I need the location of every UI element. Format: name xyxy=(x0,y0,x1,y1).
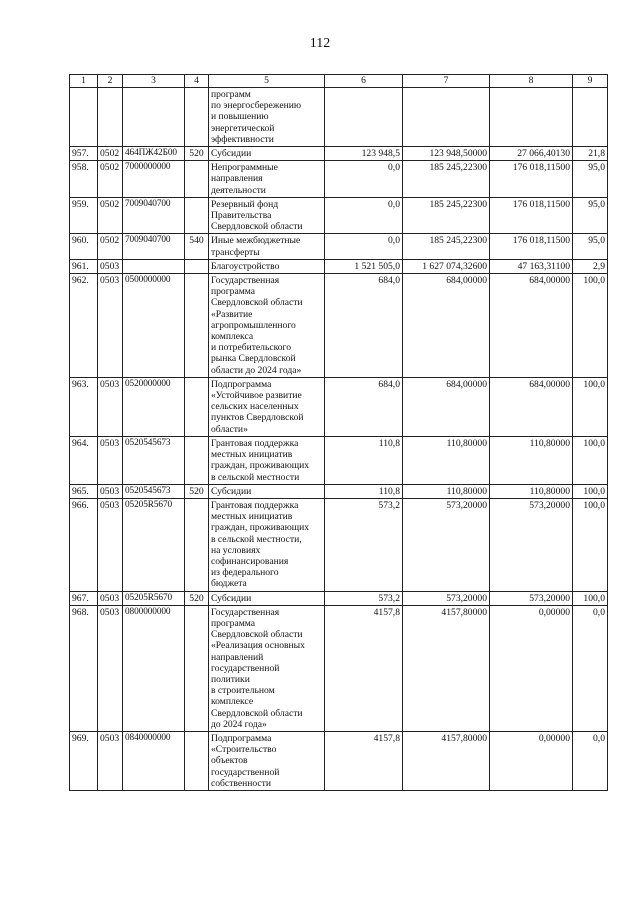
approved-amount: 573,20000 xyxy=(403,591,490,605)
column-header: 1 xyxy=(70,75,98,88)
target-code: 7009040700 xyxy=(123,234,185,259)
table-row xyxy=(70,197,608,234)
page-number: 112 xyxy=(309,36,331,51)
table-row xyxy=(70,605,608,731)
plan-amount: 0,0 xyxy=(325,161,403,198)
execution-percent: 95,0 xyxy=(573,234,608,259)
table-header-row xyxy=(70,75,608,88)
plan-amount: 684,0 xyxy=(325,274,403,378)
column-header: 8 xyxy=(490,75,573,88)
expense-type xyxy=(185,274,209,378)
item-name: Иные межбюджетные трансферты xyxy=(209,234,325,259)
execution-percent xyxy=(573,88,608,147)
plan-amount: 573,2 xyxy=(325,498,403,591)
executed-amount: 573,20000 xyxy=(490,591,573,605)
row-number: 969. xyxy=(70,731,98,790)
column-header: 5 xyxy=(209,75,325,88)
table-row xyxy=(70,147,608,161)
target-code: 05205R5670 xyxy=(123,498,185,591)
table-row xyxy=(70,484,608,498)
executed-amount: 176 018,11500 xyxy=(490,197,573,234)
table-row xyxy=(70,436,608,484)
row-number: 958. xyxy=(70,161,98,198)
row-number: 963. xyxy=(70,377,98,436)
executed-amount: 176 018,11500 xyxy=(490,234,573,259)
target-code: 464ПЖ42Б00 xyxy=(123,147,185,161)
expense-type xyxy=(185,436,209,484)
table-row xyxy=(70,377,608,436)
target-code: 05205R5670 xyxy=(123,591,185,605)
item-name: Государственная программа Свердловской области «Развитие агропромышленного комплекса и потребительского рынка Свердловской области до 2024 года» xyxy=(209,274,325,378)
row-number: 967. xyxy=(70,591,98,605)
execution-percent: 100,0 xyxy=(573,498,608,591)
section-code: 0503 xyxy=(98,605,123,731)
item-name: Резервный фонд Правительства Свердловской области xyxy=(209,197,325,234)
section-code xyxy=(98,88,123,147)
expense-type xyxy=(185,498,209,591)
executed-amount: 684,00000 xyxy=(490,377,573,436)
section-code: 0502 xyxy=(98,161,123,198)
execution-percent: 100,0 xyxy=(573,484,608,498)
expense-type: 520 xyxy=(185,484,209,498)
execution-percent: 21,8 xyxy=(573,147,608,161)
approved-amount: 185 245,22300 xyxy=(403,161,490,198)
expense-type xyxy=(185,88,209,147)
column-header: 3 xyxy=(123,75,185,88)
item-name: Непрограммные направления деятельности xyxy=(209,161,325,198)
item-name: Подпрограмма «Строительство объектов государственной собственности xyxy=(209,731,325,790)
approved-amount: 4157,80000 xyxy=(403,731,490,790)
target-code: 0800000000 xyxy=(123,605,185,731)
section-code: 0503 xyxy=(98,259,123,273)
column-header: 2 xyxy=(98,75,123,88)
plan-amount: 110,8 xyxy=(325,484,403,498)
section-code: 0503 xyxy=(98,591,123,605)
plan-amount xyxy=(325,88,403,147)
approved-amount: 110,80000 xyxy=(403,484,490,498)
table-row xyxy=(70,88,608,147)
plan-amount: 573,2 xyxy=(325,591,403,605)
execution-percent: 100,0 xyxy=(573,274,608,378)
section-code: 0503 xyxy=(98,484,123,498)
target-code: 7009040700 xyxy=(123,197,185,234)
expense-type xyxy=(185,161,209,198)
table-row xyxy=(70,731,608,790)
executed-amount: 110,80000 xyxy=(490,436,573,484)
item-name: Субсидии xyxy=(209,484,325,498)
row-number: 968. xyxy=(70,605,98,731)
approved-amount: 684,00000 xyxy=(403,274,490,378)
table-row xyxy=(70,498,608,591)
target-code: 0520000000 xyxy=(123,377,185,436)
target-code: 0500000000 xyxy=(123,274,185,378)
expense-type: 540 xyxy=(185,234,209,259)
approved-amount: 4157,80000 xyxy=(403,605,490,731)
item-name: Грантовая поддержка местных инициатив граждан, проживающих в сельской местности, на условиях софинансирования из федерального бюджета xyxy=(209,498,325,591)
executed-amount: 47 163,31100 xyxy=(490,259,573,273)
item-name: Государственная программа Свердловской области «Реализация основных направлений государственной политики в строительном комплексе Свердловской области до 2024 года» xyxy=(209,605,325,731)
execution-percent: 100,0 xyxy=(573,377,608,436)
expense-type xyxy=(185,605,209,731)
row-number: 966. xyxy=(70,498,98,591)
column-header: 9 xyxy=(573,75,608,88)
execution-percent: 100,0 xyxy=(573,591,608,605)
executed-amount: 110,80000 xyxy=(490,484,573,498)
plan-amount: 684,0 xyxy=(325,377,403,436)
executed-amount: 0,00000 xyxy=(490,605,573,731)
section-code: 0502 xyxy=(98,197,123,234)
approved-amount xyxy=(403,88,490,147)
section-code: 0503 xyxy=(98,731,123,790)
section-code: 0503 xyxy=(98,377,123,436)
column-header: 4 xyxy=(185,75,209,88)
executed-amount: 684,00000 xyxy=(490,274,573,378)
plan-amount: 123 948,5 xyxy=(325,147,403,161)
column-header: 7 xyxy=(403,75,490,88)
item-name: Субсидии xyxy=(209,591,325,605)
section-code: 0503 xyxy=(98,436,123,484)
expense-type xyxy=(185,731,209,790)
approved-amount: 123 948,50000 xyxy=(403,147,490,161)
approved-amount: 1 627 074,32600 xyxy=(403,259,490,273)
expense-type: 520 xyxy=(185,591,209,605)
executed-amount: 27 066,40130 xyxy=(490,147,573,161)
target-code xyxy=(123,88,185,147)
item-name: Субсидии xyxy=(209,147,325,161)
budget-table xyxy=(69,74,608,791)
expense-type xyxy=(185,377,209,436)
table-row xyxy=(70,234,608,259)
executed-amount: 0,00000 xyxy=(490,731,573,790)
section-code: 0503 xyxy=(98,498,123,591)
row-number xyxy=(70,88,98,147)
row-number: 964. xyxy=(70,436,98,484)
executed-amount: 176 018,11500 xyxy=(490,161,573,198)
approved-amount: 110,80000 xyxy=(403,436,490,484)
table-row xyxy=(70,161,608,198)
expense-type xyxy=(185,197,209,234)
plan-amount: 0,0 xyxy=(325,197,403,234)
row-number: 957. xyxy=(70,147,98,161)
item-name: программ по энергосбережению и повышению энергетической эффективности xyxy=(209,88,325,147)
section-code: 0502 xyxy=(98,234,123,259)
target-code: 0840000000 xyxy=(123,731,185,790)
target-code xyxy=(123,259,185,273)
row-number: 965. xyxy=(70,484,98,498)
approved-amount: 185 245,22300 xyxy=(403,234,490,259)
plan-amount: 4157,8 xyxy=(325,731,403,790)
row-number: 959. xyxy=(70,197,98,234)
item-name: Подпрограмма «Устойчивое развитие сельских населенных пунктов Свердловской области» xyxy=(209,377,325,436)
approved-amount: 573,20000 xyxy=(403,498,490,591)
table-row xyxy=(70,259,608,273)
execution-percent: 95,0 xyxy=(573,197,608,234)
plan-amount: 0,0 xyxy=(325,234,403,259)
item-name: Благоустройство xyxy=(209,259,325,273)
row-number: 962. xyxy=(70,274,98,378)
plan-amount: 110,8 xyxy=(325,436,403,484)
plan-amount: 1 521 505,0 xyxy=(325,259,403,273)
execution-percent: 2,9 xyxy=(573,259,608,273)
target-code: 0520545673 xyxy=(123,484,185,498)
execution-percent: 0,0 xyxy=(573,731,608,790)
section-code: 0502 xyxy=(98,147,123,161)
plan-amount: 4157,8 xyxy=(325,605,403,731)
row-number: 960. xyxy=(70,234,98,259)
execution-percent: 100,0 xyxy=(573,436,608,484)
section-code: 0503 xyxy=(98,274,123,378)
table-row xyxy=(70,274,608,378)
executed-amount xyxy=(490,88,573,147)
table-row xyxy=(70,591,608,605)
column-header: 6 xyxy=(325,75,403,88)
executed-amount: 573,20000 xyxy=(490,498,573,591)
target-code: 7000000000 xyxy=(123,161,185,198)
row-number: 961. xyxy=(70,259,98,273)
execution-percent: 95,0 xyxy=(573,161,608,198)
approved-amount: 185 245,22300 xyxy=(403,197,490,234)
approved-amount: 684,00000 xyxy=(403,377,490,436)
item-name: Грантовая поддержка местных инициатив граждан, проживающих в сельской местности xyxy=(209,436,325,484)
expense-type xyxy=(185,259,209,273)
target-code: 0520545673 xyxy=(123,436,185,484)
execution-percent: 0,0 xyxy=(573,605,608,731)
expense-type: 520 xyxy=(185,147,209,161)
